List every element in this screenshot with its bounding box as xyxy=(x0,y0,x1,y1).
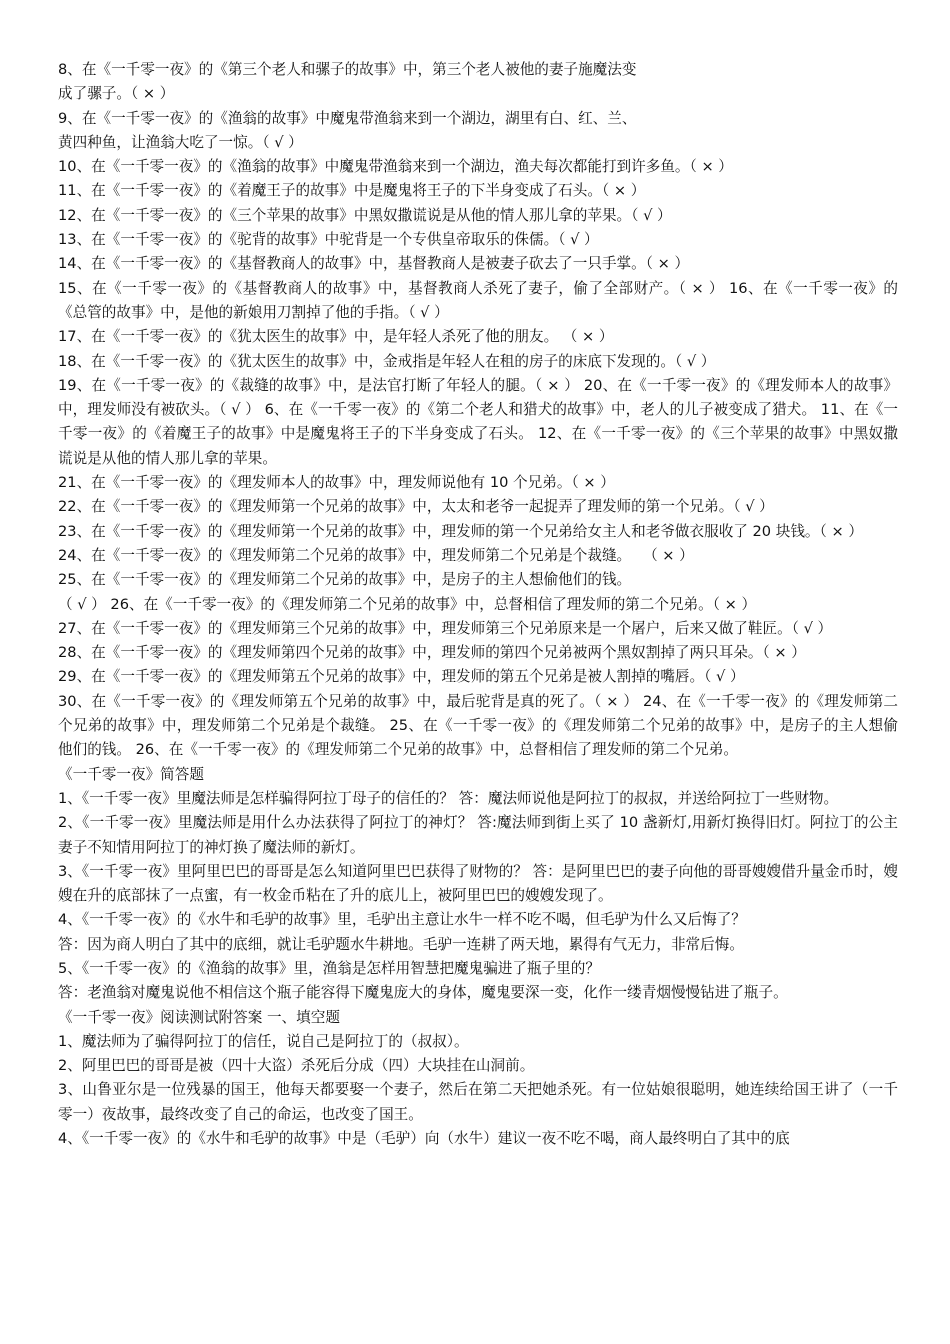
short-answer-5-question: 5、《一千零一夜》的《渔翁的故事》里，渔翁是怎样用智慧把魔鬼骗进了瓶子里的？ xyxy=(58,959,600,977)
fill-in-2: 2、阿里巴巴的哥哥是被（四十大盗）杀死后分成（四）大块挂在山洞前。 xyxy=(58,1057,535,1075)
short-answer-2: 2、《一千零一夜》里魔法师是用什么办法获得了阿拉丁的神灯？ 答:魔法师到街上买了 10 盏新灯,用新灯换得旧灯。阿拉丁的公主妻子不知情用阿拉丁的神灯换了魔法师的新灯。 xyxy=(58,814,898,856)
short-answer-5-answer: 答：老渔翁对魔鬼说他不相信这个瓶子能容得下魔鬼庞大的身体，魔鬼要深一变，化作一缕青烟慢慢钻进了瓶子。 xyxy=(58,984,788,1002)
question-12: 12、在《一千零一夜》的《三个苹果的故事》中黑奴撒谎说是从他的情人那儿拿的苹果。（ √ ） xyxy=(58,206,672,224)
question-19-20-block: 19、在《一千零一夜》的《裁缝的故事》中，是法官打断了年轻人的腿。（ × ） 20、在《一千零一夜》的《理发师本人的故事》中，理发师没有被砍头。（ √ ） 6、在《一千零一夜》的《第二个老人和猎犬的故事》中，老人的儿子被变成了猎犬。 11、在《一千零一夜》的《着魔王子的故事》中是魔鬼将王子的下半身变成了石头。 12、在《一千零一夜》的《三个苹果的故事》中黑奴撒谎说是从他的情人那儿拿的苹果。 xyxy=(58,376,898,467)
question-28: 28、在《一千零一夜》的《理发师第四个兄弟的故事》中，理发师的第四个兄弟被两个黑奴割掉了两只耳朵。（ × ） xyxy=(58,644,806,662)
question-27: 27、在《一千零一夜》的《理发师第三个兄弟的故事》中，理发师第三个兄弟原来是一个屠户，后来又做了鞋匠。（ √ ） xyxy=(58,619,833,637)
question-15-16: 15、在《一千零一夜》的《基督教商人的故事》中，基督教商人杀死了妻子，偷了全部财产。（ × ） 16、在《一千零一夜》的《总管的故事》中，是他的新娘用刀割掉了他的手指。（ √ ） xyxy=(58,279,898,321)
question-22: 22、在《一千零一夜》的《理发师第一个兄弟的故事》中，太太和老爷一起捉弄了理发师的第一个兄弟。（ √ ） xyxy=(58,498,774,516)
question-24: 24、在《一千零一夜》的《理发师第二个兄弟的故事》中，理发师第二个兄弟是个裁缝。 （ × ） xyxy=(58,546,694,564)
question-13: 13、在《一千零一夜》的《驼背的故事》中驼背是一个专供皇帝取乐的侏儒。（ √ ） xyxy=(58,231,599,249)
fill-in-1: 1、魔法师为了骗得阿拉丁的信任，说自己是阿拉丁的（叔叔）。 xyxy=(58,1032,469,1050)
question-18: 18、在《一千零一夜》的《犹太医生的故事》中，金戒指是年轻人在租的房子的床底下发现的。（ √ ） xyxy=(58,352,716,370)
question-9-line-2: 黄四种鱼，让渔翁大吃了一惊。（ √ ） xyxy=(58,133,303,151)
question-9-line-1: 9、在《一千零一夜》的《渔翁的故事》中魔鬼带渔翁来到一个湖边，湖里有白、红、兰、 xyxy=(58,109,637,127)
short-answer-3: 3、《一千零一夜》里阿里巴巴的哥哥是怎么知道阿里巴巴获得了财物的？ 答：是阿里巴巴的妻子向他的哥哥嫂嫂借升量金币时，嫂嫂在升的底部抹了一点蜜，有一枚金币粘在了升的底儿上，被阿里巴巴的嫂嫂发现了。 xyxy=(58,862,898,905)
question-11: 11、在《一千零一夜》的《着魔王子的故事》中是魔鬼将王子的下半身变成了石头。（ × ） xyxy=(58,182,646,200)
question-21: 21、在《一千零一夜》的《理发师本人的故事》中，理发师说他有 10 个兄弟。（ × ） xyxy=(58,474,615,492)
short-answer-1: 1、《一千零一夜》里魔法师是怎样骗得阿拉丁母子的信任的？ 答：魔法师说他是阿拉丁的叔叔，并送给阿拉丁一些财物。 xyxy=(58,789,839,807)
question-30-block: 30、在《一千零一夜》的《理发师第五个兄弟的故事》中，最后驼背是真的死了。（ × ） 24、在《一千零一夜》的《理发师第二个兄弟的故事》中，理发师第二个兄弟是个裁缝。 25、在《一千零一夜》的《理发师第二个兄弟的故事》中，是房子的主人想偷他们的钱。 26、在《一千零一夜》的《理发师第二个兄弟的故事》中，总督相信了理发师的第二个兄弟。 xyxy=(58,692,898,759)
question-10: 10、在《一千零一夜》的《渔翁的故事》中魔鬼带渔翁来到一个湖边，渔夫每次都能打到许多鱼。（ × ） xyxy=(58,158,733,176)
fill-in-3: 3、山鲁亚尔是一位残暴的国王，他每天都要娶一个妻子，然后在第二天把她杀死。有一位姑娘很聪明，她连续给国王讲了（一千零一）夜故事，最终改变了自己的命运，也改变了国王。 xyxy=(58,1081,898,1123)
question-26: （ √ ） 26、在《一千零一夜》的《理发师第二个兄弟的故事》中，总督相信了理发师的第二个兄弟。（ × ） xyxy=(58,595,757,613)
section-heading-short-answer: 《一千零一夜》简答题 xyxy=(58,765,204,783)
section-heading-fill-in: 《一千零一夜》阅读测试附答案 一、填空题 xyxy=(58,1008,340,1026)
question-23: 23、在《一千零一夜》的《理发师第一个兄弟的故事》中，理发师的第一个兄弟给女主人和老爷做衣服收了 20 块钱。（ × ） xyxy=(58,522,863,540)
question-17: 17、在《一千零一夜》的《犹太医生的故事》中，是年轻人杀死了他的朋友。 （ × ） xyxy=(58,328,614,346)
question-29: 29、在《一千零一夜》的《理发师第五个兄弟的故事》中，理发师的第五个兄弟是被人割掉的嘴唇。（ √ ） xyxy=(58,668,745,686)
fill-in-4: 4、《一千零一夜》的《水牛和毛驴的故事》中是（毛驴）向（水牛）建议一夜不吃不喝，商人最终明白了其中的底 xyxy=(58,1130,790,1148)
question-8-line-2: 成了骡子。（ × ） xyxy=(58,85,175,103)
question-25: 25、在《一千零一夜》的《理发师第二个兄弟的故事》中，是房子的主人想偷他们的钱。 xyxy=(58,571,632,589)
short-answer-4-answer: 答：因为商人明白了其中的底细，就让毛驴题水牛耕地。毛驴一连耕了两天地，累得有气无力，非常后悔。 xyxy=(58,935,744,953)
question-14: 14、在《一千零一夜》的《基督教商人的故事》中，基督教商人是被妻子砍去了一只手掌。（ × ） xyxy=(58,255,690,273)
short-answer-4-question: 4、《一千零一夜》的《水牛和毛驴的故事》里，毛驴出主意让水牛一样不吃不喝，但毛驴为什么又后悔了？ xyxy=(58,911,746,929)
question-8-line-1: 8、在《一千零一夜》的《第三个老人和骡子的故事》中，第三个老人被他的妻子施魔法变 xyxy=(58,61,637,78)
